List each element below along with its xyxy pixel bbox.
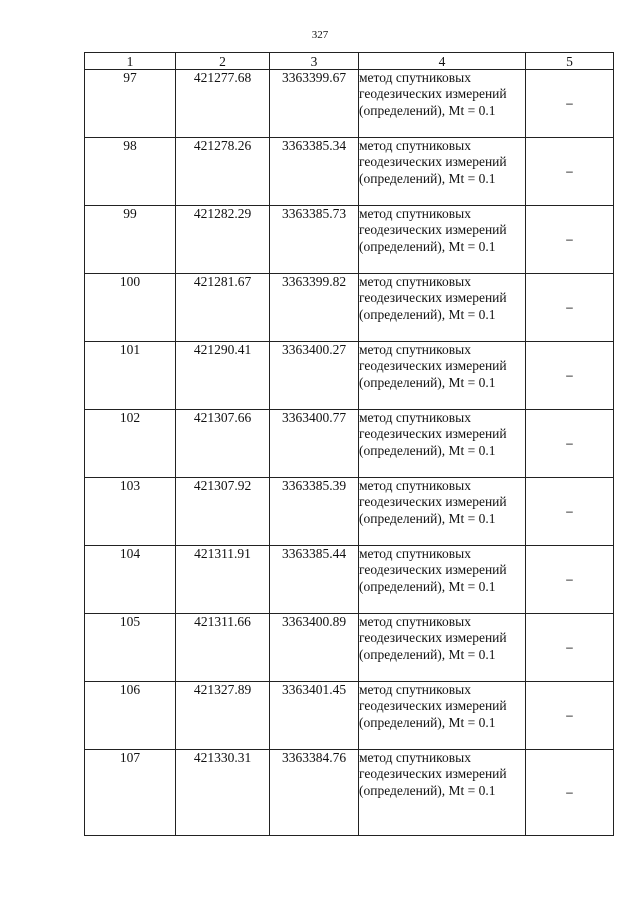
- point-number-cell: 98: [85, 138, 176, 206]
- coordinates-table: [84, 52, 614, 836]
- y-coordinate-cell: 3363401.45: [270, 682, 359, 750]
- note-cell: –: [526, 682, 614, 750]
- column-header-y: 3: [270, 53, 359, 70]
- table-row: [85, 206, 614, 274]
- method-cell: метод спутниковых геодезических измерений (определений), Mt = 0.1: [359, 682, 526, 750]
- point-number-cell: 99: [85, 206, 176, 274]
- point-number-cell: 101: [85, 342, 176, 410]
- note-cell: –: [526, 70, 614, 138]
- note-cell: –: [526, 206, 614, 274]
- y-coordinate-cell: 3363384.76: [270, 750, 359, 836]
- method-cell: метод спутниковых геодезических измерений (определений), Mt = 0.1: [359, 206, 526, 274]
- table-row: [85, 342, 614, 410]
- note-cell: –: [526, 546, 614, 614]
- note-cell: –: [526, 138, 614, 206]
- x-coordinate-cell: 421307.66: [176, 410, 270, 478]
- x-coordinate-cell: 421277.68: [176, 70, 270, 138]
- point-number-cell: 105: [85, 614, 176, 682]
- note-cell: –: [526, 750, 614, 836]
- x-coordinate-cell: 421327.89: [176, 682, 270, 750]
- table-body: [85, 70, 614, 836]
- table-row: [85, 70, 614, 138]
- header-row: [85, 53, 614, 70]
- point-number-cell: 106: [85, 682, 176, 750]
- y-coordinate-cell: 3363400.27: [270, 342, 359, 410]
- table-row: [85, 614, 614, 682]
- method-cell: метод спутниковых геодезических измерений (определений), Mt = 0.1: [359, 342, 526, 410]
- method-cell: метод спутниковых геодезических измерений (определений), Mt = 0.1: [359, 274, 526, 342]
- table-row: [85, 478, 614, 546]
- point-number-cell: 104: [85, 546, 176, 614]
- method-cell: метод спутниковых геодезических измерений (определений), Mt = 0.1: [359, 410, 526, 478]
- table-row: [85, 682, 614, 750]
- table-row: [85, 274, 614, 342]
- note-cell: –: [526, 614, 614, 682]
- point-number-cell: 100: [85, 274, 176, 342]
- x-coordinate-cell: 421307.92: [176, 478, 270, 546]
- y-coordinate-cell: 3363385.39: [270, 478, 359, 546]
- point-number-cell: 102: [85, 410, 176, 478]
- point-number-cell: 103: [85, 478, 176, 546]
- note-cell: –: [526, 342, 614, 410]
- note-cell: –: [526, 410, 614, 478]
- page-number: 327: [311, 29, 329, 41]
- note-cell: –: [526, 478, 614, 546]
- table-row: [85, 546, 614, 614]
- method-cell: метод спутниковых геодезических измерений (определений), Mt = 0.1: [359, 546, 526, 614]
- method-cell: метод спутниковых геодезических измерений (определений), Mt = 0.1: [359, 70, 526, 138]
- point-number-cell: 107: [85, 750, 176, 836]
- method-cell: метод спутниковых геодезических измерений (определений), Mt = 0.1: [359, 750, 526, 836]
- method-cell: метод спутниковых геодезических измерений (определений), Mt = 0.1: [359, 138, 526, 206]
- x-coordinate-cell: 421281.67: [176, 274, 270, 342]
- y-coordinate-cell: 3363385.44: [270, 546, 359, 614]
- y-coordinate-cell: 3363400.89: [270, 614, 359, 682]
- point-number-cell: 97: [85, 70, 176, 138]
- table-row: [85, 750, 614, 836]
- table-header: [85, 53, 614, 70]
- y-coordinate-cell: 3363385.34: [270, 138, 359, 206]
- table-row: [85, 410, 614, 478]
- x-coordinate-cell: 421330.31: [176, 750, 270, 836]
- method-cell: метод спутниковых геодезических измерений (определений), Mt = 0.1: [359, 478, 526, 546]
- note-cell: –: [526, 274, 614, 342]
- x-coordinate-cell: 421290.41: [176, 342, 270, 410]
- x-coordinate-cell: 421282.29: [176, 206, 270, 274]
- column-header-number: 1: [85, 53, 176, 70]
- y-coordinate-cell: 3363385.73: [270, 206, 359, 274]
- table-row: [85, 138, 614, 206]
- y-coordinate-cell: 3363399.67: [270, 70, 359, 138]
- column-header-x: 2: [176, 53, 270, 70]
- x-coordinate-cell: 421278.26: [176, 138, 270, 206]
- column-header-method: 4: [359, 53, 526, 70]
- x-coordinate-cell: 421311.91: [176, 546, 270, 614]
- y-coordinate-cell: 3363400.77: [270, 410, 359, 478]
- column-header-note: 5: [526, 53, 614, 70]
- y-coordinate-cell: 3363399.82: [270, 274, 359, 342]
- method-cell: метод спутниковых геодезических измерений (определений), Mt = 0.1: [359, 614, 526, 682]
- x-coordinate-cell: 421311.66: [176, 614, 270, 682]
